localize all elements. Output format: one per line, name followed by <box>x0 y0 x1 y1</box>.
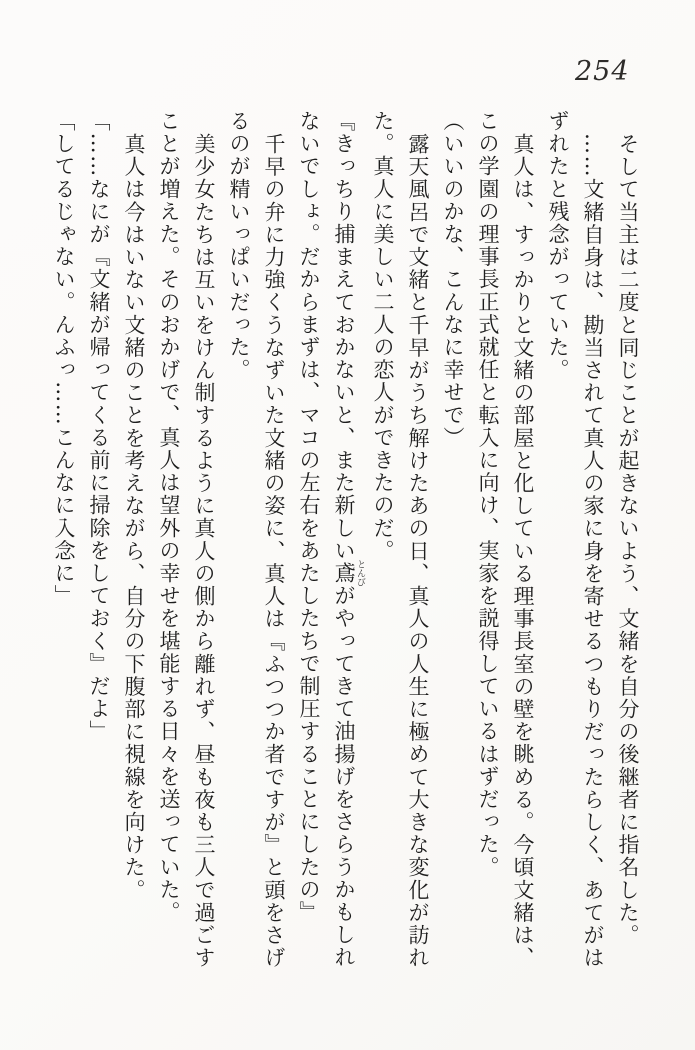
paragraph <box>81 110 116 978</box>
text-run: 真人は今はいない文緒のことを考えながら、自分の下腹部に視線を向けた。 <box>122 133 146 902</box>
text-run: 美少女たちは互いをけん制するように真人の側から離れず、昼も夜も三人で過ごすことが増えた。そのおかげで、真人は望外の幸せを堪能する日々を送っていた。 <box>157 110 216 970</box>
text-run: 真人は、すっかりと文緒の部屋と化している理事長室の壁を眺める。今頃文緒は、この学園の理事長正式就任と転入に向け、実家を説得しているはずだった。 <box>476 110 535 970</box>
paragraph <box>151 110 221 978</box>
text-run: 「してるじゃない。んふっ……こんなに入念に」 <box>52 110 76 608</box>
text-block <box>46 110 645 978</box>
paragraph <box>470 110 540 978</box>
text-run: 「……なにが『文緒が帰ってくる前に掃除をしておく』だよ」 <box>87 110 111 743</box>
ruby-reading: とんび <box>355 559 365 587</box>
text-run: そして当主は二度と同じことが起きないよう、文緒を自分の後継者に指名した。 <box>616 133 640 947</box>
text-run: 千早の弁に力強くうなずいた文緒の姿に、真人は『ふつつか者ですが』と頭をさげるのが精いっぱいだった。 <box>227 110 286 970</box>
paragraph <box>116 110 151 978</box>
page-number: 254 <box>575 56 630 87</box>
text-run: がやってきて油揚げをさらうかもしれないでしょ。だからまずは、マコの左右をあたしたちで制圧することにしたの』 <box>297 110 356 969</box>
text-run: ……文緒自身は、勘当されて真人の家に身を寄せるつもりだったらしく、あてがはずれたと残念がっていた。 <box>546 110 605 970</box>
paragraph <box>291 110 365 978</box>
paragraph <box>435 110 470 978</box>
text-run: 露天風呂で文緒と千早がうち解けたあの日、真人の人生に極めて大きな変化が訪れた。真人に美しい二人の恋人ができたのだ。 <box>371 110 430 970</box>
paragraph <box>365 110 435 978</box>
text-run: 『きっちり捕まえておかないと、また新しい <box>332 110 356 562</box>
paragraph <box>610 110 645 978</box>
ruby-annotation: 鳶 とんび <box>332 559 365 587</box>
paragraph <box>46 110 81 978</box>
paragraph <box>540 110 610 978</box>
paragraph <box>221 110 291 978</box>
text-run: （いいのかな、こんなに幸せで） <box>441 110 465 449</box>
